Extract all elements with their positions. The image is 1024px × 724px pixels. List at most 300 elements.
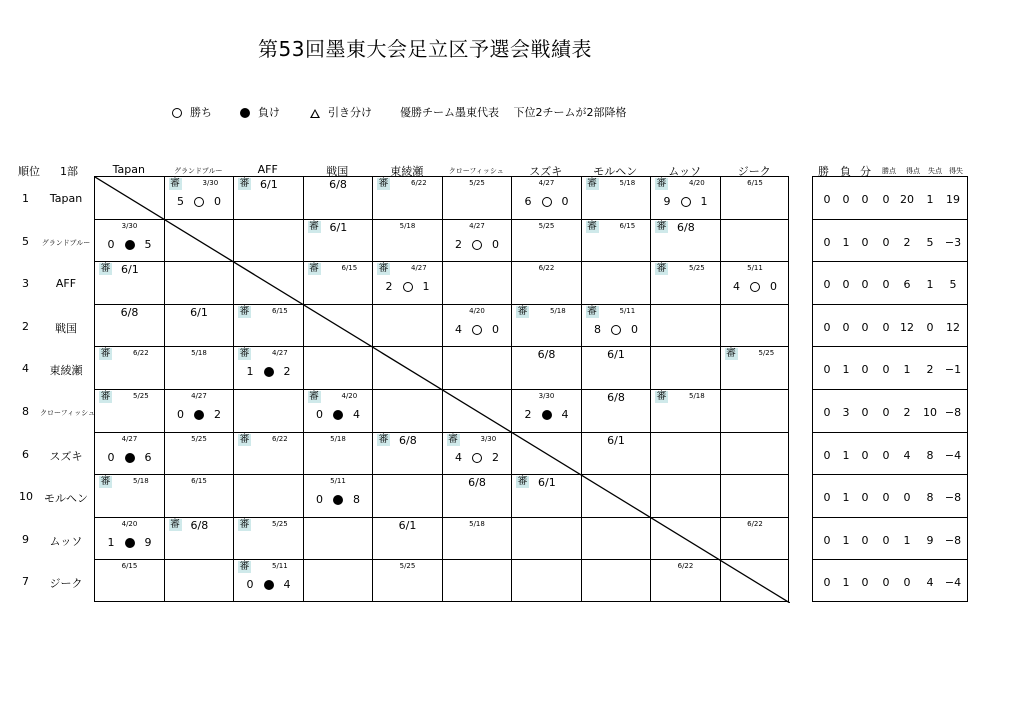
score-away: 2 [214,408,221,421]
match-date: 4/27 [272,349,288,358]
match-cell [443,177,512,219]
row-stat-value: 10 [923,406,937,419]
score-home: 4 [455,322,462,336]
match-date: 5/25 [133,392,149,400]
column-header-team: モルヘン [593,165,638,178]
match-cell [512,262,581,304]
score-home: 0 [316,493,323,507]
match-score [373,280,442,293]
row-stat-value: 0 [882,533,890,547]
row-team-name: スズキ [49,449,83,463]
row-stat-value: 12 [900,320,914,334]
match-cell [443,305,512,347]
score-away: 1 [700,195,708,208]
row-stat-value: −3 [944,235,962,249]
row-rank: 7 [22,575,29,589]
match-cell [721,262,790,304]
legend-loss-label: 負け [258,106,280,119]
referee-mark: 審 [656,263,667,275]
row-stat-value: −4 [944,576,962,590]
row-stat-value: −1 [944,363,962,377]
referee-mark: 審 [587,305,597,317]
match-date: 6/1 [329,220,348,234]
row-stat-value: 0 [903,576,911,590]
referee-mark: 審 [239,433,250,445]
match-date: 6/1 [398,518,417,532]
score-home: 6 [524,195,532,208]
match-score [512,195,581,208]
match-date: 6/8 [677,220,695,234]
score-away: 0 [492,237,499,251]
match-date: 4/20 [121,519,138,528]
row-team-name: モルヘン [44,492,88,506]
match-score [651,195,720,208]
grid-row-line [813,432,967,433]
match-cell [512,220,581,262]
grid-row-line [813,346,967,347]
match-date: 5/11 [272,562,288,571]
column-header-team: Tapan [112,163,145,176]
match-score [582,323,651,336]
score-away: 8 [353,493,360,507]
score-away: 2 [492,450,499,464]
match-cell [512,475,581,517]
score-away: 0 [561,195,569,208]
stat-header: 失点 [928,167,942,175]
row-stat-value: 1 [842,533,850,547]
open-circle-icon [403,282,413,292]
filled-circle-icon [194,410,204,420]
score-away: 4 [353,408,360,421]
referee-mark: 審 [100,263,111,275]
open-circle-icon [611,325,621,335]
score-home: 2 [385,280,393,294]
match-date: 6/22 [272,434,288,443]
match-cell [512,390,581,432]
grid-row-line [813,559,967,560]
row-team-name: ジーク [49,577,83,591]
stat-header: 得失 [949,167,963,175]
score-away: 6 [144,450,152,464]
referee-mark: 審 [100,348,111,360]
match-score [304,493,373,506]
row-stat-value: 0 [861,406,869,419]
match-date: 5/25 [469,179,485,187]
match-score [165,195,234,208]
match-date: 6/1 [190,305,208,319]
match-date: 6/8 [329,178,347,191]
stat-header: 得点 [906,167,920,175]
row-stat-value: 0 [861,320,869,334]
row-stat-value: 4 [926,576,934,590]
filled-circle-icon [125,538,135,548]
filled-circle-icon [125,240,135,250]
match-date: 5/18 [550,306,566,315]
row-rank: 4 [22,362,29,376]
match-cell [651,262,720,304]
match-cell [373,220,442,262]
match-date: 3/30 [538,392,555,400]
row-stat-value: 0 [882,278,890,292]
column-header-team: 東綾瀬 [390,165,424,178]
score-home: 1 [107,535,115,549]
score-home: 0 [107,450,115,464]
filled-circle-icon [542,410,552,420]
row-stat-value: 0 [842,320,850,334]
stat-header: 分 [860,165,871,178]
filled-circle-icon [264,580,274,590]
row-stat-value: 8 [926,448,934,462]
referee-mark: 審 [309,263,319,275]
match-date: 4/27 [121,434,138,443]
match-cell [721,177,790,219]
match-cell [582,390,651,432]
score-away: 0 [214,195,221,208]
score-home: 4 [455,450,462,464]
match-cell [304,177,373,219]
row-stat-value: 0 [861,491,869,505]
match-score [165,408,234,421]
match-cell [304,220,373,262]
match-date: 5/18 [689,392,705,400]
row-team-name: 東綾瀬 [49,364,83,378]
match-cell [651,560,720,602]
row-rank: 5 [22,234,29,248]
match-date: 4/20 [341,392,358,400]
referee-mark: 審 [239,305,250,317]
match-cell [165,177,234,219]
row-stat-value: 0 [823,576,831,590]
score-home: 2 [524,408,532,421]
referee-mark: 審 [170,518,180,530]
row-stat-value: 0 [861,448,869,462]
match-date: 5/18 [399,221,416,230]
match-date: 5/18 [133,477,149,486]
legend-win-label: 勝ち [190,106,212,119]
score-away: 1 [422,280,430,294]
row-team-name: グランドブルー [41,238,91,247]
match-date: 6/8 [399,433,417,447]
match-cell [165,390,234,432]
score-away: 9 [144,535,152,549]
referee-mark: 審 [239,348,250,360]
match-cell [651,390,720,432]
match-cell [651,177,720,219]
row-rank: 9 [22,532,29,546]
filled-circle-icon [333,495,343,505]
column-header-team: グランドブルー [173,167,223,175]
match-date: 5/18 [191,349,207,358]
filled-circle-icon [125,453,135,463]
match-date: 4/27 [411,264,427,273]
referee-mark: 審 [309,220,319,232]
match-cell [582,177,651,219]
stat-header: 勝 [818,165,829,178]
row-stat-value: 1 [842,576,850,590]
match-cell [95,475,164,517]
referee-mark: 審 [100,391,111,402]
match-score [234,578,303,591]
row-stat-value: 1 [842,235,850,249]
grid-row-line [813,389,967,390]
match-cell [165,433,234,475]
row-stat-value: 0 [861,193,869,206]
row-stat-value: 0 [823,278,831,292]
match-cell [95,433,164,475]
match-score [95,238,164,251]
row-stat-value: −4 [944,448,962,462]
row-rank: 6 [22,447,29,461]
match-date: 6/1 [260,178,278,191]
match-cell [234,305,303,347]
row-stat-value: 1 [926,193,934,206]
open-circle-icon [194,197,204,207]
grid-row-line [813,261,967,262]
match-cell [373,560,442,602]
referee-mark: 審 [448,433,458,445]
score-home: 0 [177,408,184,421]
match-cell [95,305,164,347]
open-circle-icon [472,325,482,335]
row-stat-value: 5 [926,235,934,249]
row-team-name: ムッソ [49,534,83,548]
match-date: 6/15 [272,306,288,315]
row-stat-value: 5 [949,278,957,292]
row-stat-value: 0 [823,320,831,334]
match-date: 6/22 [133,349,149,358]
score-away: 4 [283,578,291,592]
match-date: 5/25 [399,562,416,571]
open-circle-icon [750,282,760,292]
score-home: 0 [246,578,254,592]
row-stat-value: 1 [903,363,911,377]
row-stat-value: 0 [926,320,934,334]
stat-header: 勝点 [882,167,896,175]
row-stat-value: −8 [944,533,962,547]
match-date: 3/30 [121,221,138,230]
match-date: 6/8 [537,348,556,362]
row-stat-value: 3 [842,406,850,419]
match-date: 6/8 [120,305,139,319]
match-cell [165,475,234,517]
row-rank: 1 [22,192,29,205]
referee-mark: 審 [587,220,597,232]
match-cell [443,518,512,560]
match-score [443,238,512,251]
match-date: 6/1 [121,263,139,277]
row-stat-value: −8 [944,491,962,505]
match-date: 6/15 [619,221,636,230]
open-circle-icon [172,108,182,118]
match-date: 6/8 [607,391,625,404]
referee-mark: 審 [587,178,597,189]
match-cell [95,390,164,432]
match-date: 4/20 [689,179,705,187]
row-team-name: AFF [55,277,77,291]
referee-mark: 審 [309,391,319,402]
match-date: 6/22 [411,179,427,187]
row-stat-value: 20 [900,193,914,206]
triangle-icon [310,109,320,118]
match-date: 6/1 [607,433,625,447]
row-stat-value: 12 [946,320,960,334]
match-date: 5/11 [619,306,636,315]
match-cell [95,560,164,602]
legend-loss [240,104,280,120]
score-away: 4 [561,408,569,421]
referee-mark: 審 [656,220,667,232]
match-cell [443,475,512,517]
grid-row-line [813,474,967,475]
referee-mark: 審 [656,391,667,402]
match-cell [721,518,790,560]
row-stat-value: 0 [842,193,850,206]
match-date: 6/8 [468,476,486,490]
score-home: 5 [177,195,184,208]
row-rank: 2 [22,319,29,333]
legend-draw-label: 引き分け [328,106,372,119]
match-date: 6/15 [747,179,763,187]
row-stat-value: 0 [861,533,869,547]
match-score [512,408,581,421]
score-home: 0 [316,408,323,421]
referee-mark: 審 [170,178,180,189]
row-stat-value: 19 [946,193,960,206]
page-title: 第53回墨東大会足立区予選会戦績表 [258,37,592,61]
match-date: 5/25 [758,349,775,358]
score-away: 0 [492,322,499,336]
match-cell [304,433,373,475]
match-date: 5/11 [747,264,763,273]
match-cell [304,390,373,432]
row-stat-value: 0 [861,363,869,377]
row-stat-value: 9 [926,533,934,547]
row-stat-value: 6 [903,278,911,292]
row-stat-value: 4 [903,448,911,462]
match-date: 6/22 [747,519,763,528]
grid-row-line [813,304,967,305]
row-stat-value: 0 [861,278,869,292]
rank-header: 順位 [18,165,40,178]
score-home: 2 [455,237,462,251]
match-score [95,536,164,549]
match-cell [165,347,234,389]
row-stat-value: −8 [944,406,962,419]
match-date: 6/15 [121,562,138,571]
match-cell [373,433,442,475]
match-cell [373,262,442,304]
row-stat-value: 1 [842,363,850,377]
row-stat-value: 2 [903,406,911,419]
row-stat-value: 2 [926,363,934,377]
match-date: 6/22 [538,264,555,273]
match-date: 3/30 [480,434,497,443]
row-stat-value: 0 [823,363,831,377]
column-header-team: ジーク [737,165,771,178]
row-stat-value: 0 [882,235,890,249]
row-stat-value: 0 [882,193,890,206]
legend-win [172,104,212,120]
match-date: 5/18 [330,434,346,443]
grid-row-line [813,219,967,220]
legend-draw [310,104,372,120]
row-stat-value: 0 [903,491,911,505]
score-home: 9 [663,195,671,208]
row-stat-value: 8 [926,491,934,505]
match-cell [373,177,442,219]
match-date: 3/30 [202,179,219,187]
row-stat-value: 1 [926,278,934,292]
match-cell [512,177,581,219]
match-date: 6/1 [607,348,625,362]
filled-circle-icon [240,108,250,118]
row-rank: 3 [22,277,29,291]
row-stat-value: 0 [882,320,890,334]
score-away: 5 [144,237,152,251]
row-rank: 8 [22,405,29,418]
row-stat-value: 0 [882,448,890,462]
match-cell [95,262,164,304]
grid-row-line [813,517,967,518]
row-stat-value: 0 [823,193,831,206]
score-away: 0 [631,322,638,336]
row-stat-value: 1 [842,491,850,505]
match-cell [234,560,303,602]
match-score [443,323,512,336]
referee-mark: 審 [239,518,250,530]
filled-circle-icon [333,410,343,420]
match-date: 4/20 [469,306,485,315]
match-cell [582,347,651,389]
row-stat-value: 1 [842,448,850,462]
stat-header: 負 [840,165,851,178]
row-stat-value: 0 [823,448,831,462]
match-score [304,408,373,421]
column-header-team: スズキ [529,165,563,178]
row-stat-value: 0 [823,235,831,249]
match-cell [512,347,581,389]
open-circle-icon [472,240,482,250]
match-date: 5/18 [619,179,636,187]
match-cell [304,262,373,304]
referee-mark: 審 [517,305,528,317]
match-score [234,365,303,378]
filled-circle-icon [264,367,274,377]
match-date: 6/1 [538,476,556,490]
column-header-team: AFF [257,163,278,176]
match-cell [304,475,373,517]
row-stat-value: 1 [903,533,911,547]
match-cell [443,220,512,262]
match-cell [443,433,512,475]
match-cell [582,220,651,262]
match-date: 4/27 [191,392,207,400]
referee-mark: 審 [656,178,667,189]
match-cell [582,433,651,475]
match-date: 5/25 [689,264,705,273]
match-cell [512,305,581,347]
match-score [721,280,790,293]
open-circle-icon [472,453,482,463]
match-cell [651,220,720,262]
row-stat-value: 2 [903,235,911,249]
match-date: 4/27 [469,221,485,230]
row-stat-value: 0 [861,576,869,590]
match-cell [165,305,234,347]
row-stat-value: 0 [882,363,890,377]
row-team-name: 戦国 [55,321,77,335]
legend-note: 優勝チーム墨東代表 下位2チームが2部降格 [400,106,627,119]
